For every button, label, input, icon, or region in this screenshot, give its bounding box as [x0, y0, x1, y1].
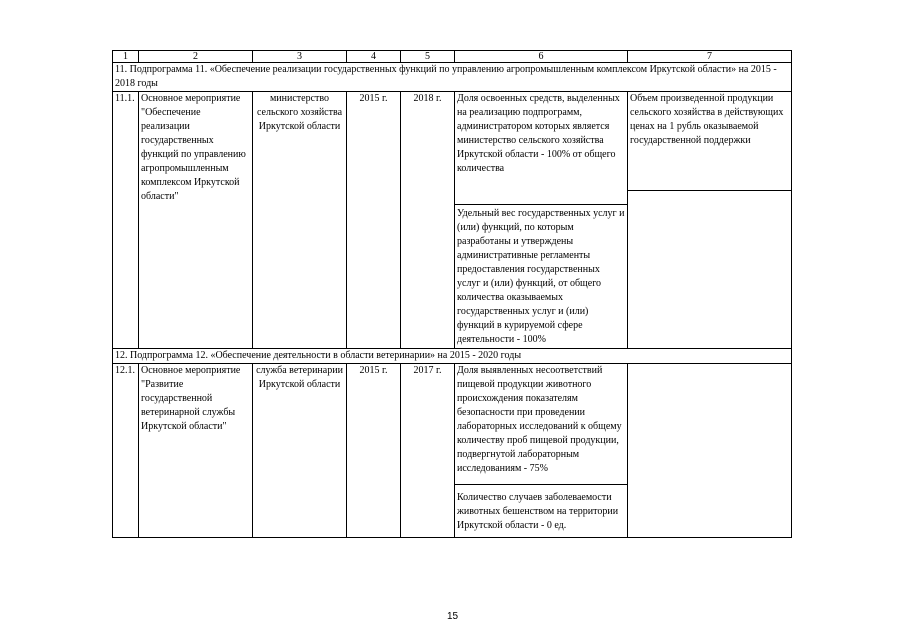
- header-cell: 4: [347, 51, 401, 63]
- header-cell: 1: [113, 51, 139, 63]
- end-year: 2017 г.: [401, 364, 455, 538]
- executor: министерство сельского хозяйства Иркутской области: [253, 92, 347, 349]
- start-year: 2015 г.: [347, 92, 401, 349]
- indicators-cell: [455, 92, 628, 349]
- header-cell: 6: [455, 51, 628, 63]
- start-year: 2015 г.: [347, 364, 401, 538]
- row-number: 12.1.: [113, 364, 139, 538]
- indicators-cell: [455, 364, 628, 538]
- section-title-row: [113, 63, 792, 92]
- row-number: 11.1.: [113, 92, 139, 349]
- header-cell: 3: [253, 51, 347, 63]
- result-text: Объем произведенной продукции сельского хозяйства в действующих ценах на 1 рубль оказываемой государственной поддержки: [628, 92, 791, 191]
- table-row: [113, 92, 792, 349]
- section-title: 11. Подпрограмма 11. «Обеспечение реализации государственных функций по управлению агропромышленным комплексом Иркутской области» на 2015 - 2018 годы: [113, 63, 792, 92]
- indicator-text: Удельный вес государственных услуг и (или) функций, по которым разработаны и утверждены административные регламенты предоставления государственных услуг и (или) функций, от общего количества оказываемых государственных услуг и (или) функций в курируемой сфере деятельности - 100%: [457, 208, 625, 345]
- table-row: [113, 364, 792, 538]
- program-table: [112, 50, 792, 538]
- end-year: 2018 г.: [401, 92, 455, 349]
- header-cell: 5: [401, 51, 455, 63]
- page-number: 15: [446, 611, 459, 622]
- indicator-text: Количество случаев заболеваемости животных бешенством на территории Иркутской области - 0 ед.: [457, 492, 619, 531]
- result-cell: [628, 364, 792, 538]
- header-cell: 7: [628, 51, 792, 63]
- indicator-text: Доля освоенных средств, выделенных на реализацию подпрограмм, администратором которых является министерство сельского хозяйства Иркутской области - 100% от общего количества: [455, 92, 627, 205]
- executor: служба ветеринарии Иркутской области: [253, 364, 347, 538]
- header-cell: 2: [139, 51, 253, 63]
- event-name: Основное мероприятие "Обеспечение реализации государственных функций по управлению агропромышленным комплексом Иркутской области": [139, 92, 253, 349]
- header-row: [113, 51, 792, 63]
- section-title: 12. Подпрограмма 12. «Обеспечение деятельности в области ветеринарии» на 2015 - 2020 годы: [113, 349, 792, 364]
- event-name: Основное мероприятие "Развитие государственной ветеринарной службы Иркутской области": [139, 364, 253, 538]
- result-cell: [628, 92, 792, 349]
- section-title-row: [113, 349, 792, 364]
- indicator-text: Доля выявленных несоответствий пищевой продукции животного происхождения показателям безопасности при проведении лабораторных исследований к общему количеству проб пищевой продукции, подвергнутой лабораторным исследованиям - 75%: [455, 364, 627, 485]
